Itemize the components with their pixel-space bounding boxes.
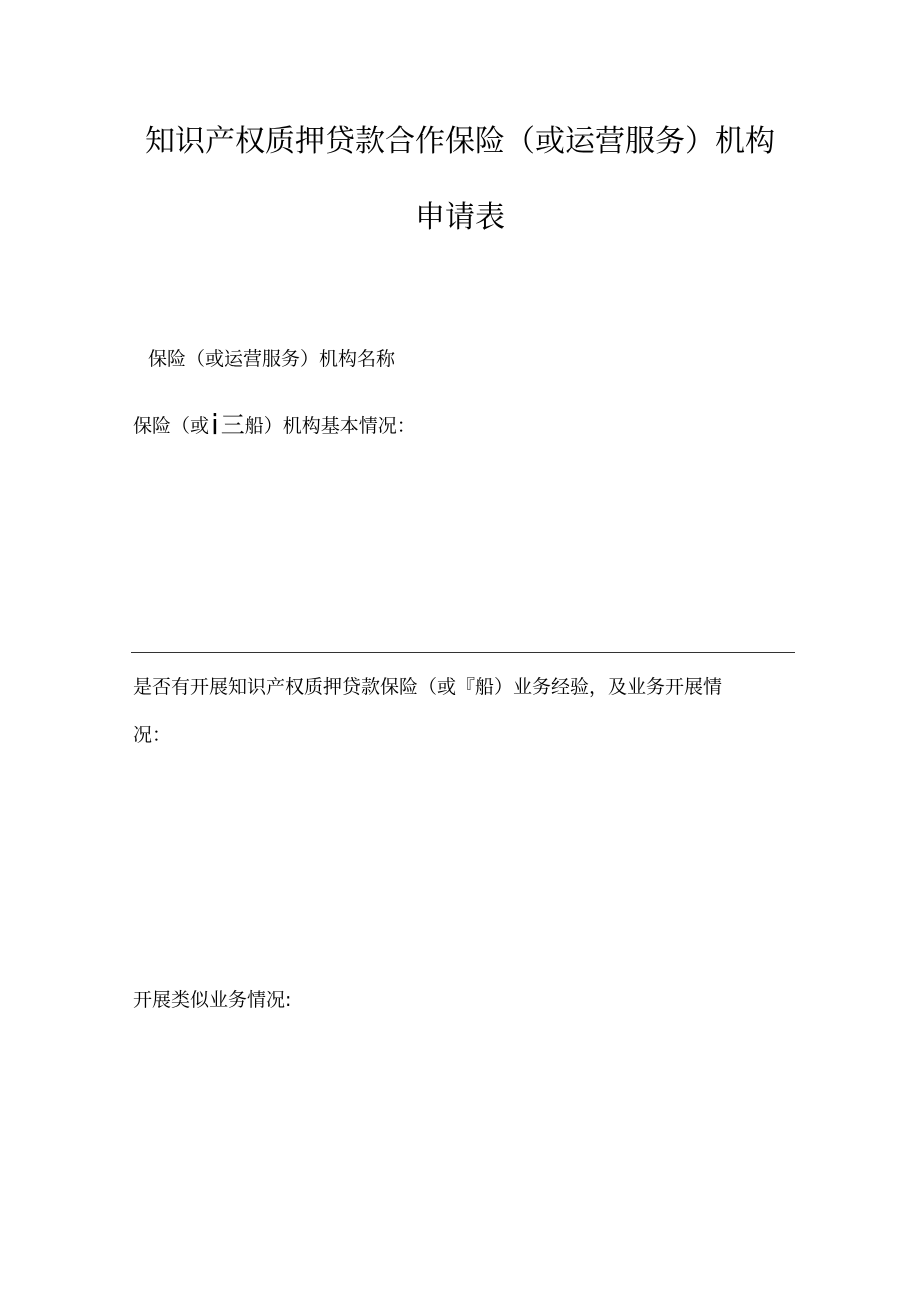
experience-question-line-2: 况： <box>133 724 172 746</box>
form-title-line-2: 申请表 <box>415 200 505 235</box>
similar-business-label: 开展类似业务情况: <box>133 989 292 1011</box>
section-divider <box>131 652 795 653</box>
basic-info-prefix: 保险（或 <box>133 415 210 437</box>
basic-info-glyph-san: 三 <box>220 411 245 439</box>
basic-info-label <box>133 408 416 441</box>
basic-info-glyph-i: i <box>211 408 219 441</box>
form-title-line-1: 知识产权质押贷款合作保险（或运营服务）机构 <box>145 124 775 159</box>
institution-name-label: 保险（或运营服务）机构名称 <box>148 348 396 370</box>
basic-info-suffix: 船）机构基本情况： <box>244 415 416 437</box>
experience-question-line-1: 是否有开展知识产权质押贷款保险（或『船）业务经验，及业务开展情 <box>133 676 723 698</box>
